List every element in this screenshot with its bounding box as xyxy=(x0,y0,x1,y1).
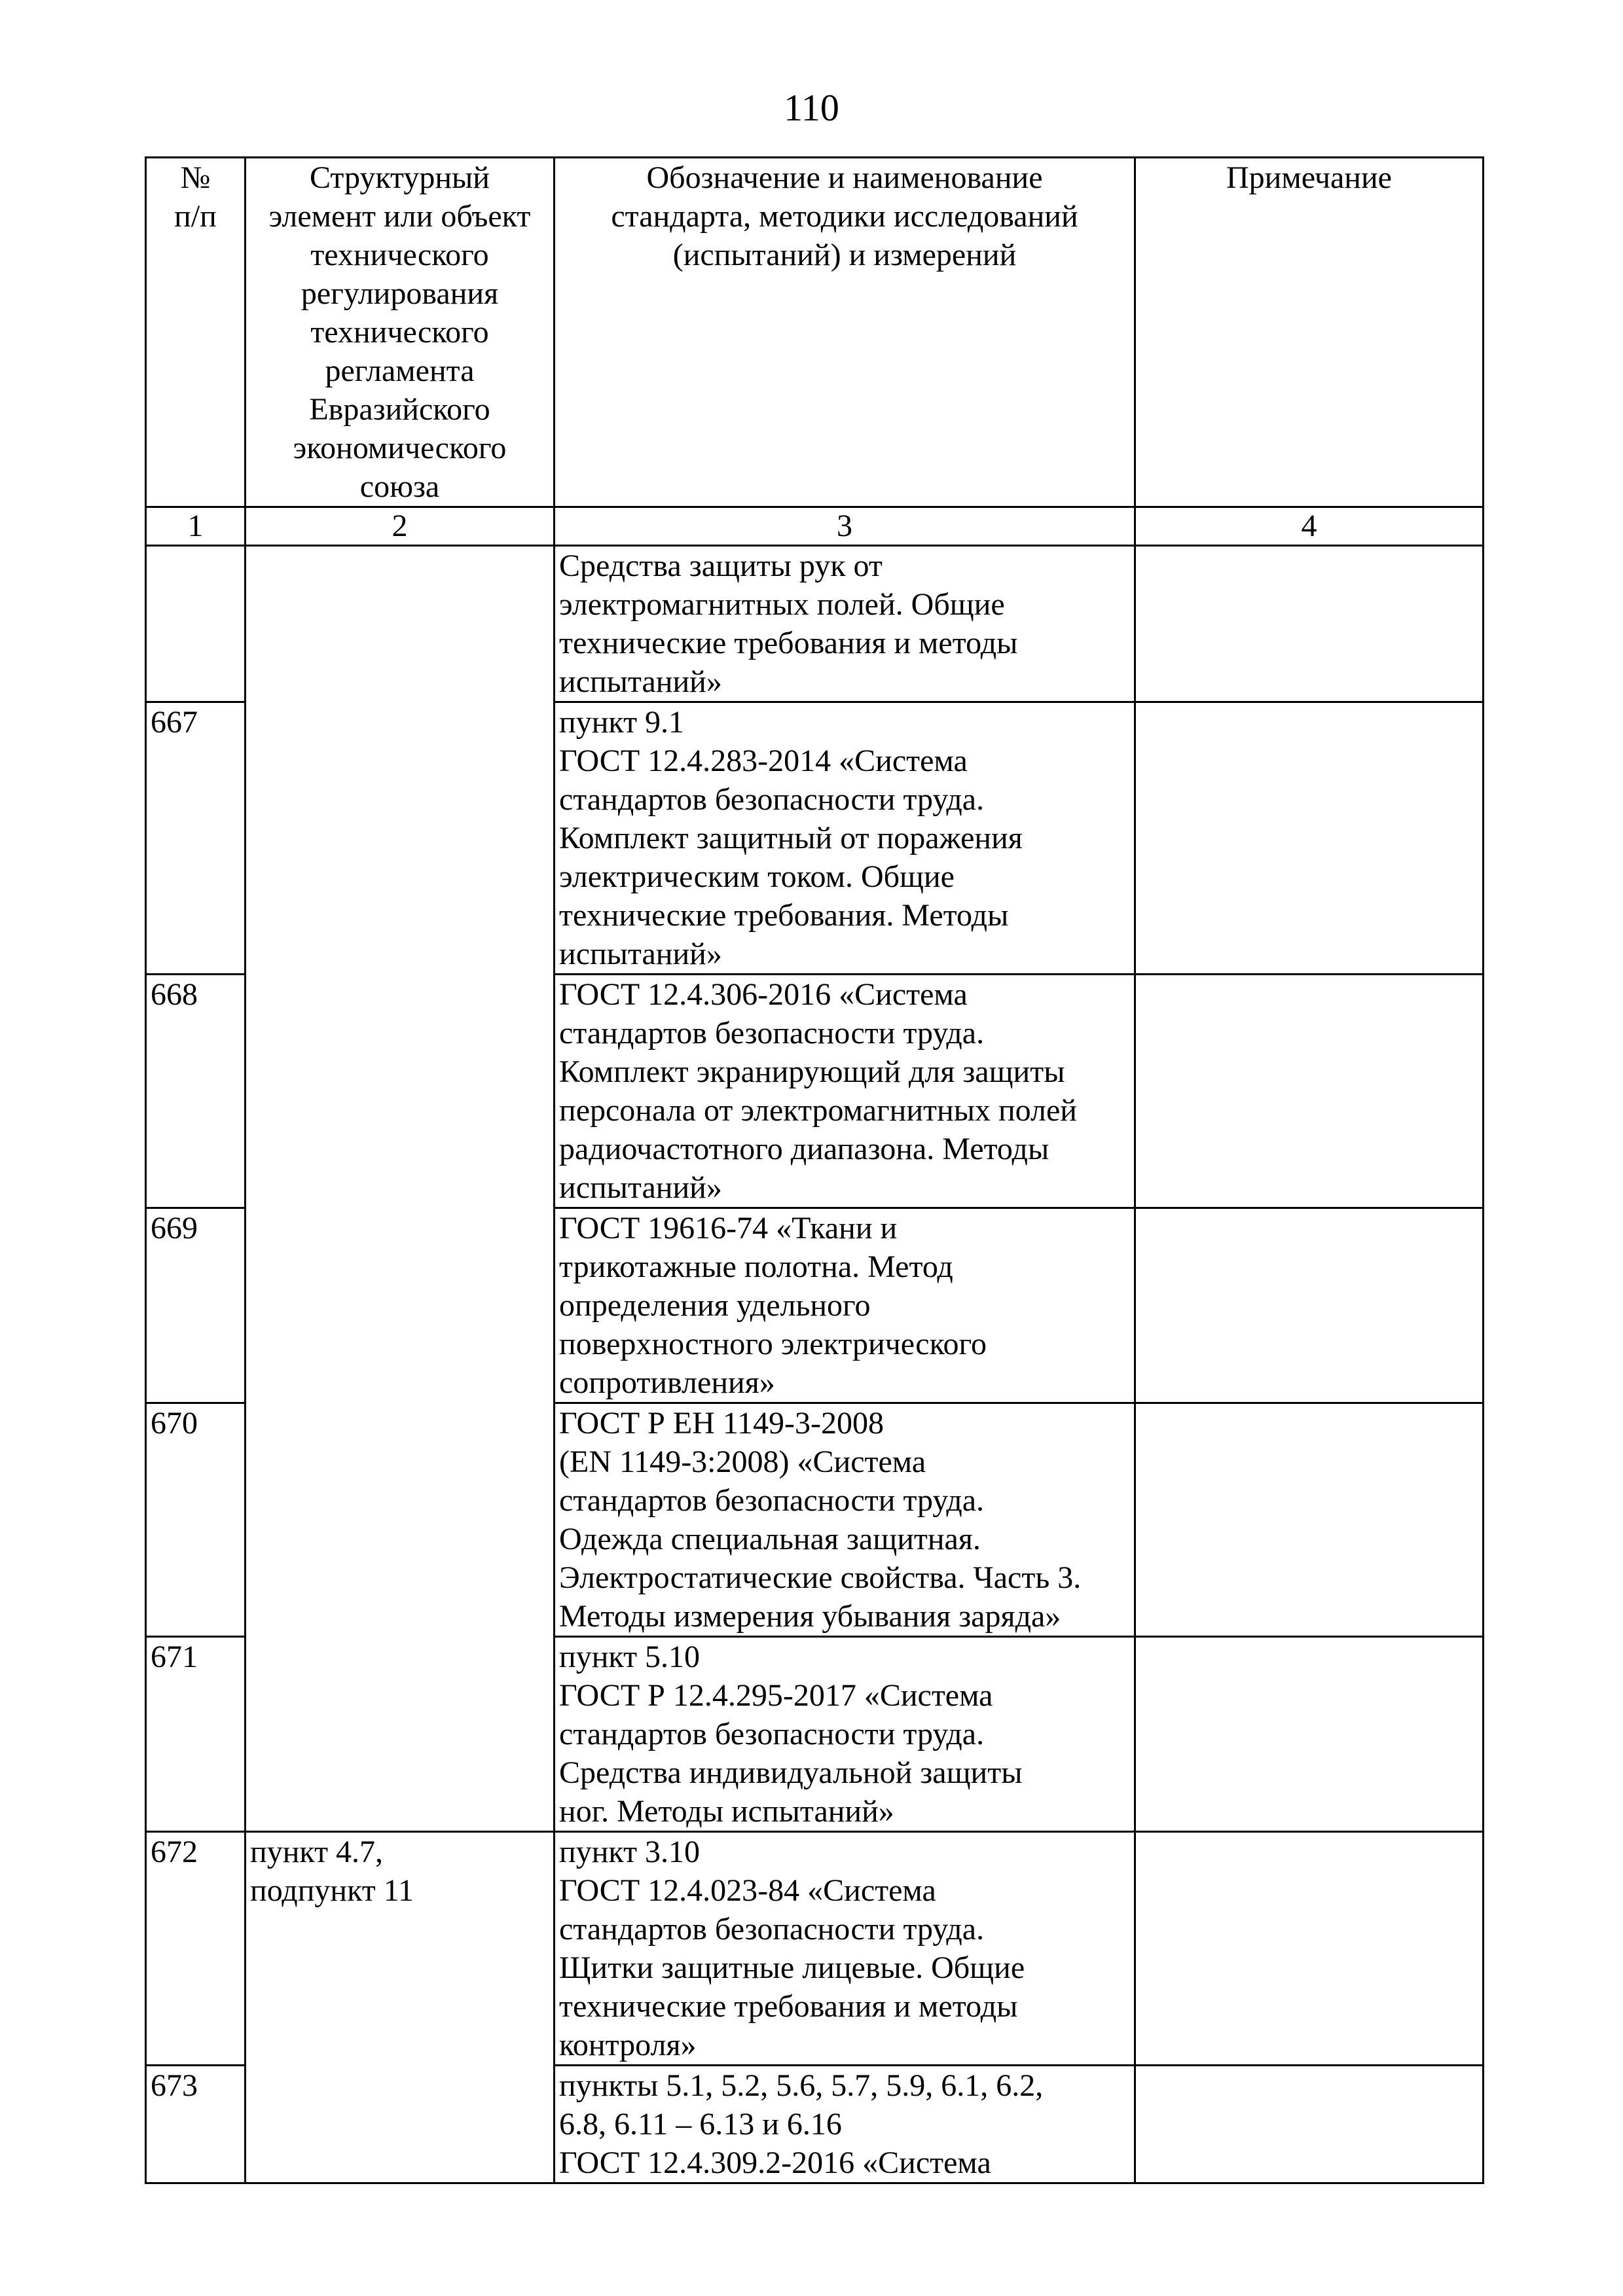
note-cell xyxy=(1135,1403,1484,1637)
header-number: № п/п xyxy=(146,158,246,507)
header-structural-element: Структурный элемент или объект технического регулирования технического регламента Евразийского экономического союза xyxy=(246,158,555,507)
note-cell xyxy=(1135,2066,1484,2183)
row-number xyxy=(146,546,246,702)
column-number-row xyxy=(146,507,1484,546)
row-number: 667 xyxy=(146,702,246,975)
column-number: 1 xyxy=(146,507,246,546)
note-cell xyxy=(1135,702,1484,975)
row-number: 669 xyxy=(146,1208,246,1403)
table-row xyxy=(146,546,1484,702)
table-row xyxy=(146,1832,1484,2066)
row-number: 673 xyxy=(146,2066,246,2183)
standard-cell: ГОСТ 12.4.306-2016 «Система стандартов безопасности труда. Комплект экранирующий для защиты персонала от электромагнитных полей радиочастотного диапазона. Методы испытаний» xyxy=(555,975,1135,1208)
note-cell xyxy=(1135,546,1484,702)
standard-cell: ГОСТ Р ЕН 1149-3-2008 (EN 1149-3:2008) «Система стандартов безопасности труда. Одежда специальная защитная. Электростатические свойства. Часть 3. Методы измерения убывания заряда» xyxy=(555,1403,1135,1637)
standards-table xyxy=(145,156,1484,2184)
row-number: 670 xyxy=(146,1403,246,1637)
header-note: Примечание xyxy=(1135,158,1484,507)
standard-cell: Средства защиты рук от электромагнитных полей. Общие технические требования и методы испытаний» xyxy=(555,546,1135,702)
row-number: 671 xyxy=(146,1637,246,1832)
standard-cell: пункт 9.1 ГОСТ 12.4.283-2014 «Система стандартов безопасности труда. Комплект защитный от поражения электрическим током. Общие технические требования. Методы испытаний» xyxy=(555,702,1135,975)
row-number: 672 xyxy=(146,1832,246,2066)
structural-element-cell xyxy=(246,546,555,1832)
column-number: 4 xyxy=(1135,507,1484,546)
note-cell xyxy=(1135,975,1484,1208)
note-cell xyxy=(1135,1637,1484,1832)
page-number: 110 xyxy=(784,86,839,129)
standard-cell: пункт 5.10 ГОСТ Р 12.4.295-2017 «Система стандартов безопасности труда. Средства индивидуальной защиты ног. Методы испытаний» xyxy=(555,1637,1135,1832)
structural-element-cell: пункт 4.7, подпункт 11 xyxy=(246,1832,555,2183)
note-cell xyxy=(1135,1208,1484,1403)
standard-cell: пункты 5.1, 5.2, 5.6, 5.7, 5.9, 6.1, 6.2, 6.8, 6.11 – 6.13 и 6.16 ГОСТ 12.4.309.2-2016 «Система xyxy=(555,2066,1135,2183)
table-header-row xyxy=(146,158,1484,507)
note-cell xyxy=(1135,1832,1484,2066)
row-number: 668 xyxy=(146,975,246,1208)
header-standard: Обозначение и наименование стандарта, методики исследований (испытаний) и измерений xyxy=(555,158,1135,507)
standard-cell: ГОСТ 19616-74 «Ткани и трикотажные полотна. Метод определения удельного поверхностного электрического сопротивления» xyxy=(555,1208,1135,1403)
column-number: 2 xyxy=(246,507,555,546)
column-number: 3 xyxy=(555,507,1135,546)
standard-cell: пункт 3.10 ГОСТ 12.4.023-84 «Система стандартов безопасности труда. Щитки защитные лицевые. Общие технические требования и методы контроля» xyxy=(555,1832,1135,2066)
